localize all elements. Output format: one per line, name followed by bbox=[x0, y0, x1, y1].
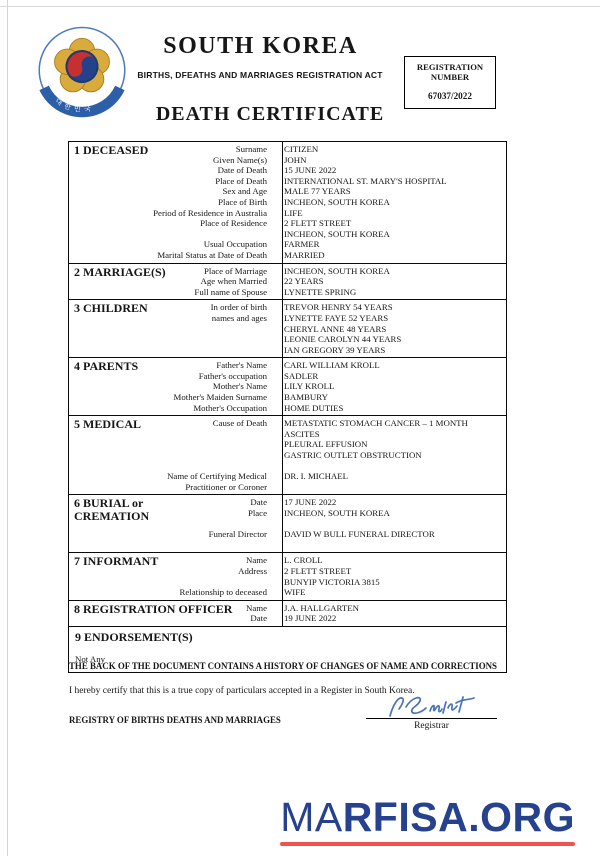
field-value: LEONIE CAROLYN 44 YEARS bbox=[284, 334, 402, 345]
field-row bbox=[69, 529, 506, 540]
field-value: IAN GREGORY 39 YEARS bbox=[284, 344, 386, 355]
field-row bbox=[69, 587, 506, 598]
field-row bbox=[69, 439, 506, 450]
field-value: DAVID W BULL FUNERAL DIRECTOR bbox=[284, 529, 435, 540]
section-heading: 5 MEDICAL bbox=[74, 417, 142, 432]
field-row bbox=[69, 392, 506, 403]
endorsement-body: Not Any bbox=[75, 653, 106, 664]
field-label: Usual Occupation bbox=[203, 239, 267, 250]
field-row bbox=[69, 218, 506, 229]
field-value bbox=[275, 519, 506, 530]
field-label: Name bbox=[245, 555, 267, 566]
field-row bbox=[69, 165, 506, 176]
field-label: Place bbox=[247, 508, 267, 518]
section-heading: 2 MARRIAGE(S) bbox=[74, 264, 166, 279]
field-row bbox=[69, 334, 506, 345]
field-value: CARL WILLIAM KROLL bbox=[284, 360, 380, 371]
registration-label: REGISTRATION NUMBER bbox=[416, 62, 484, 82]
section-heading: 6 BURIAL or CREMATION bbox=[74, 496, 150, 523]
field-label: Mother's Occupation bbox=[193, 402, 267, 413]
field-label: Place of Birth bbox=[218, 196, 267, 207]
field-row bbox=[69, 540, 506, 551]
registration-number: 67037/2022 bbox=[428, 91, 472, 101]
section-informant bbox=[69, 552, 506, 599]
field-value: INCHEON, SOUTH KOREA bbox=[284, 196, 390, 207]
field-label: Period of Residence in Australia bbox=[153, 207, 267, 218]
field-label: Cause of Death bbox=[212, 418, 267, 429]
registry-title: REGISTRY OF BIRTHS DEATHS AND MARRIAGES bbox=[69, 715, 281, 725]
field-row bbox=[69, 577, 506, 588]
field-value: SADLER bbox=[284, 370, 319, 381]
field-label: Marital Status at Date of Death bbox=[157, 249, 267, 260]
section-children bbox=[69, 299, 506, 357]
field-label bbox=[69, 577, 275, 588]
field-value: WIFE bbox=[284, 587, 306, 598]
field-row bbox=[69, 208, 506, 219]
column-divider bbox=[282, 601, 283, 626]
field-label: Practitioner or Coroner bbox=[185, 481, 267, 492]
field-value: LIFE bbox=[284, 207, 303, 218]
field-label: Date of Death bbox=[217, 165, 267, 176]
country-title: SOUTH KOREA bbox=[163, 33, 358, 59]
field-row bbox=[69, 450, 506, 461]
column-divider bbox=[282, 416, 283, 494]
watermark-suffix: RFISA.ORG bbox=[342, 794, 575, 840]
section-rows bbox=[69, 142, 506, 263]
column-divider bbox=[282, 358, 283, 415]
field-value: INTERNATIONAL ST. MARY'S HOSPITAL bbox=[284, 175, 447, 186]
section-heading: 4 PARENTS bbox=[74, 359, 139, 374]
column-divider bbox=[282, 142, 283, 263]
column-divider bbox=[282, 300, 283, 357]
field-value: INCHEON, SOUTH KOREA bbox=[284, 508, 390, 518]
field-value: 15 JUNE 2022 bbox=[284, 165, 337, 176]
field-value: METASTATIC STOMACH CANCER – 1 MONTH bbox=[284, 418, 468, 429]
field-label: Name of Certifying Medical bbox=[167, 471, 267, 482]
section-heading: 1 DECEASED bbox=[74, 143, 149, 157]
field-label: Address bbox=[238, 565, 267, 576]
field-value: BUNYIP VICTORIA 3815 bbox=[284, 576, 380, 587]
field-label: Date bbox=[250, 497, 267, 508]
field-value bbox=[275, 461, 506, 472]
field-value: MARRIED bbox=[284, 249, 325, 260]
field-value: FARMER bbox=[284, 239, 320, 250]
field-value: ASCITES bbox=[284, 428, 320, 439]
field-label: Place of Residence bbox=[200, 218, 267, 229]
marfisa-watermark-logo bbox=[280, 794, 575, 846]
field-row bbox=[69, 287, 506, 298]
signature-block bbox=[366, 694, 497, 731]
field-label: names and ages bbox=[211, 312, 267, 323]
field-label: Sex and Age bbox=[222, 186, 267, 197]
scan-edge bbox=[0, 6, 600, 7]
field-label: Father's Name bbox=[216, 360, 267, 371]
registrar-label: Registrar bbox=[414, 721, 449, 731]
field-label: Date bbox=[250, 613, 267, 624]
scan-edge bbox=[7, 0, 8, 856]
field-value: BAMBURY bbox=[284, 392, 328, 403]
field-label bbox=[69, 334, 275, 345]
field-value bbox=[275, 540, 506, 551]
section-burial-cremation bbox=[69, 494, 506, 552]
section-parents bbox=[69, 357, 506, 415]
field-row bbox=[69, 471, 506, 482]
field-row bbox=[69, 482, 506, 493]
field-label: Father's occupation bbox=[198, 370, 267, 381]
field-label: Name bbox=[245, 602, 267, 613]
section-heading: 7 INFORMANT bbox=[74, 554, 159, 569]
field-row bbox=[69, 324, 506, 335]
document-title: DEATH CERTIFICATE bbox=[155, 103, 385, 125]
column-divider bbox=[282, 495, 283, 552]
field-value: 19 JUNE 2022 bbox=[284, 613, 337, 624]
field-label bbox=[69, 324, 275, 335]
field-label: Funeral Director bbox=[208, 529, 267, 540]
section-deceased bbox=[69, 142, 506, 263]
section-heading: 9 ENDORSEMENT(S) bbox=[75, 629, 193, 644]
field-label: In order of birth bbox=[210, 302, 267, 313]
field-value: CHERYL ANNE 48 YEARS bbox=[284, 323, 387, 334]
field-value: 17 JUNE 2022 bbox=[284, 497, 337, 508]
emblem-ribbon-text: 대한민국 bbox=[53, 96, 96, 114]
field-row bbox=[69, 197, 506, 208]
field-value bbox=[275, 482, 506, 493]
field-row bbox=[69, 345, 506, 356]
field-value: J.A. HALLGARTEN bbox=[284, 602, 359, 613]
field-value: PLEURAL EFFUSION bbox=[284, 439, 368, 450]
certificate-table bbox=[68, 141, 507, 673]
field-value: GASTRIC OUTLET OBSTRUCTION bbox=[284, 450, 422, 461]
field-value: LILY KROLL bbox=[284, 381, 335, 392]
field-value: DR. I. MICHAEL bbox=[284, 471, 349, 482]
certify-text: I hereby certify that this is a true copy of particulars accepted in a Register in South Korea. bbox=[69, 686, 415, 696]
field-value: INCHEON, SOUTH KOREA bbox=[284, 228, 390, 239]
section-heading: 3 CHILDREN bbox=[74, 301, 148, 316]
field-label bbox=[69, 540, 275, 551]
field-label: Given Name(s) bbox=[213, 154, 267, 165]
watermark-prefix: MA bbox=[280, 794, 343, 840]
field-label bbox=[69, 450, 275, 461]
section-marriages bbox=[69, 263, 506, 300]
act-subtitle: BIRTHS, DFEATHS AND MARRIAGES REGISTRATION ACT bbox=[137, 70, 383, 80]
field-row bbox=[69, 461, 506, 472]
field-value: HOME DUTIES bbox=[284, 402, 344, 413]
field-value: TREVOR HENRY 54 YEARS bbox=[284, 302, 393, 313]
field-row bbox=[69, 176, 506, 187]
field-value: CITIZEN bbox=[284, 144, 319, 154]
field-row bbox=[69, 239, 506, 250]
field-value: L. CROLL bbox=[284, 555, 323, 566]
field-value: JOHN bbox=[284, 154, 307, 165]
field-label: Place of Death bbox=[215, 175, 267, 186]
section-heading: 8 REGISTRATION OFFICER bbox=[74, 601, 233, 616]
field-label: Mother's Maiden Surname bbox=[173, 392, 267, 403]
field-value: INCHEON, SOUTH KOREA bbox=[284, 265, 390, 276]
registrar-signature-icon bbox=[382, 694, 482, 721]
field-label bbox=[69, 229, 275, 240]
column-divider bbox=[282, 264, 283, 300]
field-value: 2 FLETT STREET bbox=[284, 565, 352, 576]
watermark-underline bbox=[280, 842, 575, 846]
field-label bbox=[69, 461, 275, 472]
field-label: Place of Marriage bbox=[203, 265, 267, 276]
field-value: 22 YEARS bbox=[284, 276, 324, 287]
field-label: Full name of Spouse bbox=[194, 286, 267, 297]
field-value: LYNETTE FAYE 52 YEARS bbox=[284, 312, 389, 323]
field-label: Mother's Name bbox=[212, 381, 267, 392]
section-medical bbox=[69, 415, 506, 494]
field-label: Surname bbox=[235, 144, 267, 154]
field-row bbox=[69, 381, 506, 392]
field-label: Age when Married bbox=[200, 276, 267, 287]
field-row bbox=[69, 250, 506, 261]
field-row bbox=[69, 229, 506, 240]
field-label bbox=[69, 345, 275, 356]
field-label: Relationship to deceased bbox=[179, 587, 267, 598]
field-row bbox=[69, 403, 506, 414]
back-notice: THE BACK OF THE DOCUMENT CONTAINS A HISTORY OF CHANGES OF NAME AND CORRECTIONS bbox=[69, 661, 497, 671]
registration-box bbox=[404, 56, 496, 109]
column-divider bbox=[282, 553, 283, 599]
field-label bbox=[69, 439, 275, 450]
field-row bbox=[69, 186, 506, 197]
section-registration-officer bbox=[69, 600, 506, 626]
field-value: LYNETTE SPRING bbox=[284, 286, 357, 297]
field-value: MALE 77 YEARS bbox=[284, 186, 351, 197]
field-value: 2 FLETT STREET bbox=[284, 218, 352, 229]
